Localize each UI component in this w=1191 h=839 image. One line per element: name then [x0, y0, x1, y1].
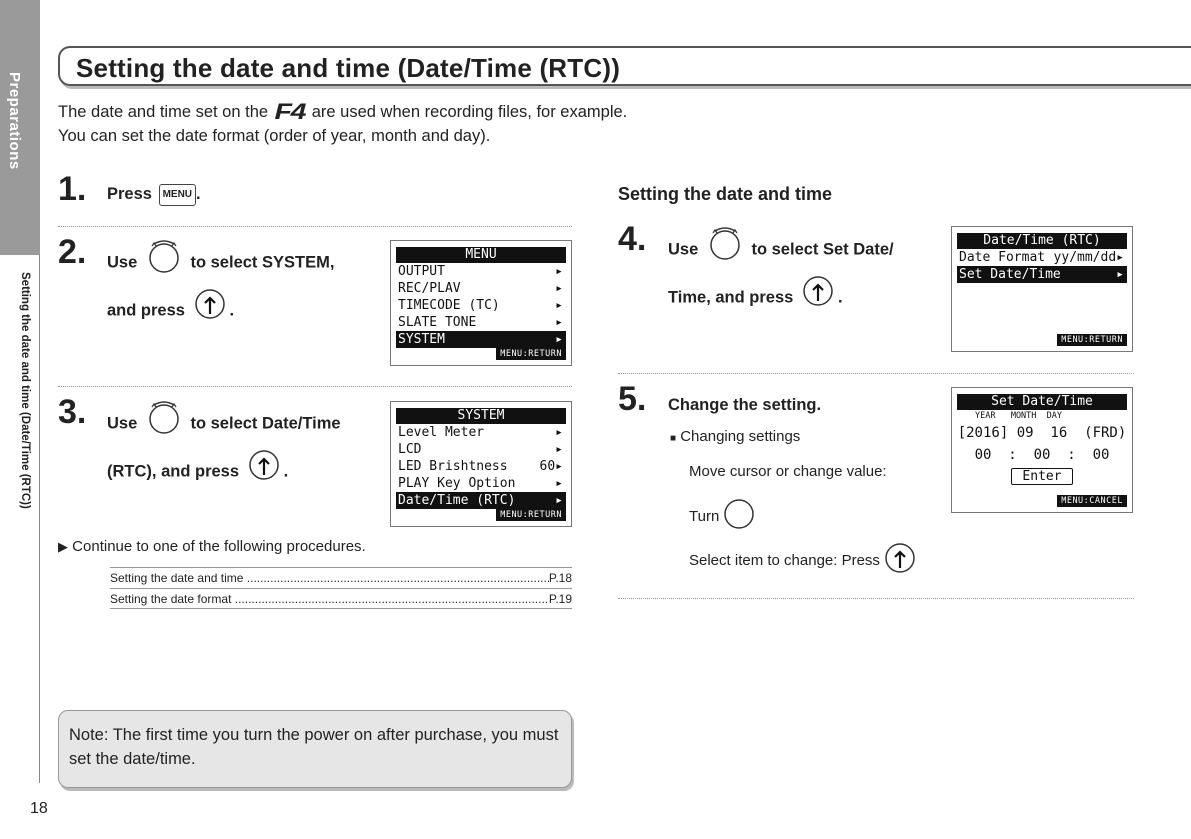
divider: [58, 226, 572, 227]
lcd-system-footer: MENU:RETURN: [496, 509, 566, 521]
step-4-end: .: [837, 288, 843, 307]
step-3-text: [107, 399, 341, 495]
step-5-text: Change the setting.: [668, 396, 822, 414]
step-4-text1: to select Set Date/: [751, 240, 894, 259]
lcd-rtc-title: Date/Time (RTC): [957, 233, 1127, 249]
step-3-use: Use: [107, 414, 138, 433]
step-1-text: [107, 175, 201, 213]
lcd-menu-item-label: REC/PLAV: [398, 281, 461, 296]
step-4-number: 4.: [618, 220, 647, 258]
turn-label: Turn: [689, 507, 720, 525]
chevron-right-icon: ▸: [555, 442, 563, 457]
title-banner: [58, 46, 1191, 86]
chevron-right-icon: ▸: [555, 281, 563, 296]
divider: [618, 598, 1134, 599]
date-format-label: Date Format: [959, 250, 1046, 265]
step-2-text1: to select SYSTEM,: [190, 253, 335, 272]
intro-text-1: The date and time set on the: [58, 103, 269, 121]
step-3-text1: to select Date/Time: [190, 414, 341, 433]
lcd-setdate-date: [2016] 09 16 (FRD): [957, 425, 1127, 441]
lcd-system-item: [396, 441, 566, 458]
lcd-menu-item: [396, 314, 566, 331]
chevron-right-icon: ▸: [555, 476, 563, 491]
dial-press-icon: [884, 542, 916, 578]
lcd-system-item-label: LED Brishtness: [398, 459, 508, 474]
lcd-menu-item: [396, 280, 566, 297]
intro-text-3: You can set the date format (order of year, month and day).: [58, 127, 491, 145]
step-5-number: 5.: [618, 380, 647, 418]
lcd-system-item: [396, 458, 566, 475]
dial-turn-icon: [146, 238, 182, 288]
continue-label: Continue to one of the following procedures.: [72, 538, 366, 555]
lcd-menu-item-label: SYSTEM: [398, 332, 445, 347]
lcd-menu-item: [396, 297, 566, 314]
lcd-menu-footer: MENU:RETURN: [496, 348, 566, 360]
intro-paragraph: [58, 100, 627, 148]
intro-text-2: are used when recording files, for example.: [311, 103, 628, 121]
lcd-setdate-screen: [951, 387, 1133, 513]
lcd-system-screen: [390, 401, 572, 527]
step-2-use: Use: [107, 253, 138, 272]
lcd-system-title: SYSTEM: [396, 408, 566, 424]
dial-turn-icon: [707, 225, 743, 275]
reference-page: P.19: [548, 592, 572, 606]
step-1-press: Press: [107, 185, 152, 203]
turn-text: [689, 498, 755, 534]
tab-preparations-label: Preparations: [6, 72, 23, 170]
lcd-system-item-label: PLAY Key Option: [398, 476, 516, 491]
reference-label: Setting the date format .....: [110, 589, 549, 608]
note-box: Note: The first time you turn the power on after purchase, you must set the date/time.: [58, 710, 572, 788]
lcd-system-item-selected: [396, 492, 566, 509]
lcd-enter-button: Enter: [1011, 468, 1072, 485]
lcd-menu-item: [396, 263, 566, 280]
sidebar: [0, 0, 40, 783]
bullet-label: Changing settings: [680, 428, 801, 445]
step-4-use: Use: [668, 240, 699, 259]
set-date-time-label: Set Date/Time: [959, 267, 1061, 282]
bullet-item: [670, 428, 800, 445]
lcd-rtc-screen: [951, 226, 1133, 352]
divider: [618, 373, 1134, 374]
lcd-setdate-footer: MENU:CANCEL: [1057, 495, 1127, 507]
lcd-menu-screen: [390, 240, 572, 366]
led-brightness-value: 60: [539, 459, 556, 474]
tab-preparations[interactable]: [0, 0, 40, 255]
step-2-text: [107, 238, 334, 334]
lcd-rtc-item-selected: [957, 266, 1127, 283]
lcd-menu-item-selected: [396, 331, 566, 348]
lcd-rtc-item: [957, 249, 1127, 266]
date-format-value: yy/mm/dd: [1053, 250, 1117, 265]
reference-table: [110, 567, 572, 609]
lcd-menu-item-label: TIMECODE (TC): [398, 298, 500, 313]
section-tab-label: Setting the date and time (Date/Time (RTC)): [19, 272, 31, 509]
lcd-setdate-labels: YEAR MONTH DAY: [975, 411, 1062, 421]
lcd-system-item-label: Date/Time (RTC): [398, 493, 516, 508]
lcd-rtc-footer: MENU:RETURN: [1057, 334, 1127, 346]
reference-label: Setting the date and time .....: [110, 568, 549, 588]
chevron-right-icon: ▸: [555, 315, 563, 330]
dial-press-icon: [194, 288, 226, 334]
square-bullet-icon: ■: [670, 433, 677, 444]
step-3-number: 3.: [58, 393, 87, 431]
select-item-label: Select item to change: Press: [689, 551, 880, 569]
triangle-right-icon: ▶: [58, 539, 68, 554]
lcd-setdate-time: 00 : 00 : 00: [974, 447, 1110, 463]
move-cursor-text: Move cursor or change value:: [689, 463, 887, 480]
menu-key-label: MENU: [162, 188, 193, 200]
chevron-right-icon: ▸: [555, 264, 563, 279]
select-item-text: [689, 542, 916, 578]
dial-turn-icon: [146, 399, 182, 449]
step-2-number: 2.: [58, 233, 87, 271]
divider: [58, 386, 572, 387]
step-3-end: .: [283, 462, 289, 481]
step-2-end: .: [229, 301, 235, 320]
chevron-right-icon: ▸: [555, 298, 563, 313]
lcd-menu-title: MENU: [396, 247, 566, 263]
lcd-menu-item-label: SLATE TONE: [398, 315, 477, 330]
lcd-system-item: [396, 475, 566, 492]
step-1-number: 1.: [58, 170, 87, 208]
chevron-right-icon: ▸: [555, 332, 563, 347]
reference-page: P.18: [548, 571, 572, 585]
lcd-system-item-label: Level Meter: [398, 425, 485, 440]
continue-text: [58, 538, 366, 555]
step-3-text2: (RTC), and press: [107, 462, 240, 481]
section-heading: Setting the date and time: [618, 184, 833, 204]
lcd-system-item-label: LCD: [398, 442, 422, 457]
page-title: Setting the date and time (Date/Time (RTC)): [76, 53, 621, 83]
chevron-right-icon: ▸: [555, 459, 563, 474]
chevron-right-icon: ▸: [555, 425, 563, 440]
page-number: 18: [30, 800, 48, 817]
f4-logo: F4: [274, 99, 306, 124]
lcd-menu-item-label: OUTPUT: [398, 264, 445, 279]
dial-icon: [723, 498, 755, 534]
chevron-right-icon: ▸: [1116, 267, 1124, 282]
reference-row[interactable]: [110, 567, 572, 588]
lcd-system-item: [396, 424, 566, 441]
step-4-text2: Time, and press: [668, 288, 794, 307]
dial-press-icon: [802, 275, 834, 321]
dial-press-icon: [248, 449, 280, 495]
chevron-right-icon: ▸: [1116, 250, 1124, 265]
reference-row[interactable]: [110, 588, 572, 609]
step-4-text: [668, 225, 894, 321]
lcd-setdate-title: Set Date/Time: [957, 394, 1127, 410]
chevron-right-icon: ▸: [555, 493, 563, 508]
step-2-text2: and press: [107, 301, 185, 320]
menu-key-icon: [159, 184, 196, 206]
step-1-end: .: [196, 185, 201, 203]
